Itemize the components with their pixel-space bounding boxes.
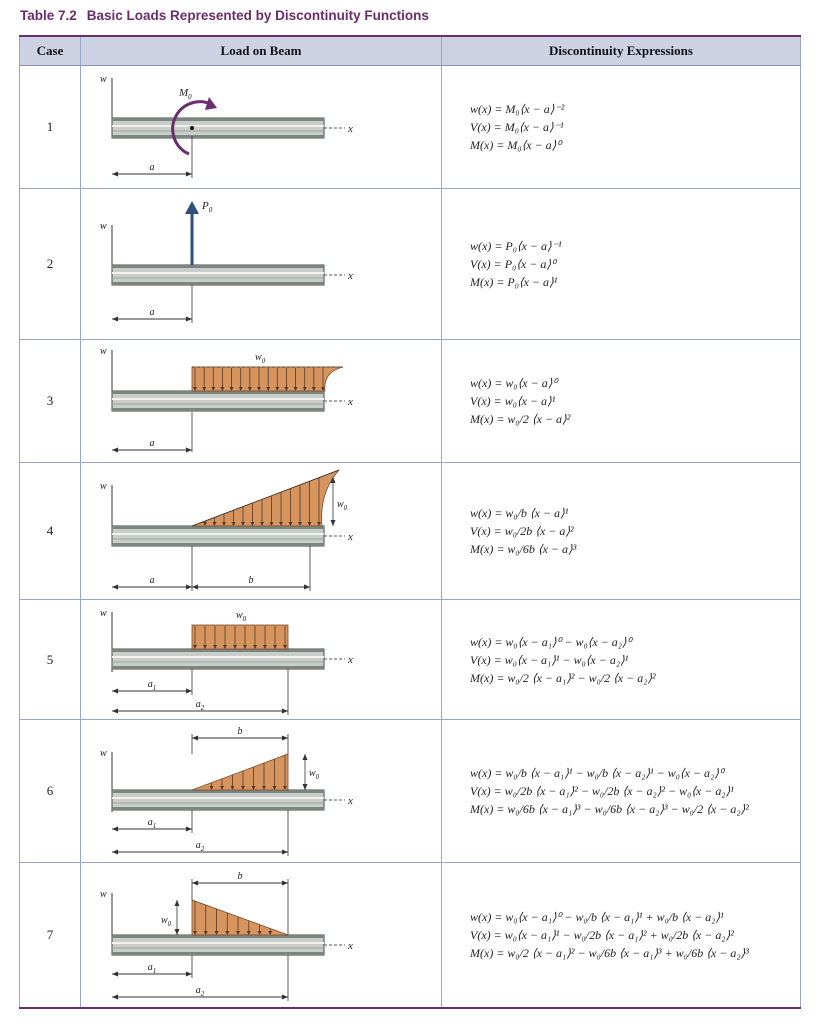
dimension-a-label: a [149,162,155,173]
loads-table [19,35,801,1009]
beam-diagram [81,863,441,1007]
table-row [20,189,801,340]
x-axis-label: x [348,123,353,135]
case-number: 3 [20,340,81,463]
dimension-a2-label: $a_2$ [195,840,205,853]
x-axis-label: x [348,396,353,408]
beam-diagram [81,600,441,719]
load-diagram [81,189,442,340]
dimension-a2-label: $a_2$ [195,985,205,998]
dimension-a-label: a [149,307,155,318]
moment-function: M(x) = w₀/6b ⟨x − a⟩³ [470,542,577,556]
moment-function: M(x) = P₀⟨x − a⟩¹ [470,275,558,289]
beam-diagram [81,189,441,339]
table-row [20,463,801,600]
w-axis-label: w [100,748,107,759]
x-axis-label: x [348,795,353,807]
load-diagram [81,340,442,463]
load-function: w(x) = w₀/b ⟨x − a₁⟩¹ − w₀/b ⟨x − a₂⟩¹ − w₀⟨x − a₂⟩⁰ [470,766,724,780]
w0-height-dim [303,754,308,790]
shear-function: V(x) = w₀/2b ⟨x − a₁⟩² − w₀/2b ⟨x − a₂⟩² − w₀⟨x − a₂⟩¹ [470,784,734,798]
ramp-load [192,470,339,526]
dimension-a2-label: $a_2$ [195,699,205,712]
discontinuity-expressions [442,463,801,600]
table-number: Table 7.2 [20,8,77,23]
reverse-triangle-load [192,900,288,935]
table-row [20,863,801,1009]
beam [112,790,345,810]
load-label: $w_0$ [161,915,172,928]
shear-function: V(x) = w₀⟨x − a⟩¹ [470,394,556,408]
load-diagram [81,720,442,863]
triangle-load [192,754,288,790]
beam-diagram [81,66,441,188]
moment-function: M(x) = w₀/2 ⟨x − a₁⟩² − w₀/6b ⟨x − a₁⟩³ + w₀/6b ⟨x − a₂⟩³ [470,946,749,960]
load-function: w(x) = P₀⟨x − a⟩⁻¹ [470,239,562,253]
case-number: 7 [20,863,81,1009]
header-row [20,36,801,66]
beam [112,935,345,955]
beam [112,118,345,138]
moment-function: M(x) = w₀/2 ⟨x − a⟩² [470,412,571,426]
table-row [20,340,801,463]
load-diagram [81,863,442,1009]
table-title: Basic Loads Represented by Discontinuity Functions [86,8,429,23]
uniform-segment-load [192,625,288,649]
dimension-a-label: a [149,438,155,449]
shear-function: V(x) = w₀/2b ⟨x − a⟩² [470,524,574,538]
beam-diagram [81,720,441,862]
beam [112,265,345,285]
discontinuity-expressions [442,66,801,189]
case-number: 2 [20,189,81,340]
load-diagram [81,463,442,600]
discontinuity-expressions [442,600,801,720]
x-axis-label: x [348,270,353,282]
x-axis-label: x [348,531,353,543]
shear-function: V(x) = w₀⟨x − a₁⟩¹ − w₀/2b ⟨x − a₁⟩² + w₀/2b ⟨x − a₂⟩² [470,928,734,942]
w-axis-label: w [100,221,107,232]
moment-label: $M_0$ [179,87,192,101]
case-number: 1 [20,66,81,189]
discontinuity-expressions [442,720,801,863]
beam [112,526,345,546]
point-load-arrow [185,201,199,265]
beam [112,391,345,411]
table-row [20,600,801,720]
load-diagram [81,600,442,720]
dimension-b-label: b [237,871,243,882]
header-case: Case [20,36,81,66]
moment-function: M(x) = w₀/6b ⟨x − a₁⟩³ − w₀/6b ⟨x − a₂⟩³ − w₀/2 ⟨x − a₂⟩² [470,802,749,816]
load-label: $w_0$ [236,610,247,623]
point-load-label: $P_0$ [202,200,213,214]
moment-function: M(x) = w₀/2 ⟨x − a₁⟩² − w₀/2 ⟨x − a₂⟩² [470,670,656,685]
load-function: w(x) = M₀⟨x − a⟩⁻² [470,102,565,116]
dimension-a1-label: $a_1$ [147,817,157,830]
w0-height-dim [175,900,180,935]
load-label: $w_0$ [337,499,348,512]
beam-diagram [81,463,441,599]
moment-function: M(x) = M₀⟨x − a⟩⁰ [470,138,562,152]
case-number: 6 [20,720,81,863]
w-axis-label: w [100,608,107,619]
shear-function: V(x) = M₀⟨x − a⟩⁻¹ [470,120,564,134]
table-row [20,720,801,863]
load-function: w(x) = w₀⟨x − a⟩⁰ [470,376,558,390]
load-label: $w_0$ [255,352,266,365]
dimension-a1-label: $a_1$ [147,962,157,975]
header-load: Load on Beam [81,36,442,66]
load-function: w(x) = w₀⟨x − a₁⟩⁰ − w₀⟨x − a₂⟩⁰ [470,634,632,649]
dimension-b-label: b [248,575,254,586]
case-number: 5 [20,600,81,720]
beam-diagram [81,340,441,462]
case-number: 4 [20,463,81,600]
shear-function: V(x) = P₀⟨x − a⟩⁰ [470,257,556,271]
dimension-a1-label: $a_1$ [147,679,157,692]
w-axis-label: w [100,481,107,492]
discontinuity-expressions [442,863,801,1009]
discontinuity-expressions [442,189,801,340]
w-axis-label: w [100,74,107,85]
load-label: $w_0$ [309,768,320,781]
w0-height-dim [331,477,336,526]
shear-function: V(x) = w₀⟨x − a₁⟩¹ − w₀⟨x − a₂⟩¹ [470,652,629,667]
w-axis-label: w [100,346,107,357]
table-caption [20,8,429,23]
dimension-a-label: a [149,575,155,586]
x-axis-label: x [348,940,353,952]
discontinuity-expressions [442,340,801,463]
uniform-load [192,367,343,391]
header-expressions: Discontinuity Expressions [442,36,801,66]
load-function: w(x) = w₀⟨x − a₁⟩⁰ − w₀/b ⟨x − a₁⟩¹ + w₀/b ⟨x − a₂⟩¹ [470,910,724,924]
beam [112,649,345,669]
load-function: w(x) = w₀/b ⟨x − a⟩¹ [470,506,569,520]
w-axis-label: w [100,889,107,900]
load-diagram [81,66,442,189]
x-axis-label: x [348,654,353,666]
table-row [20,66,801,189]
dimension-b-label: b [237,726,243,737]
